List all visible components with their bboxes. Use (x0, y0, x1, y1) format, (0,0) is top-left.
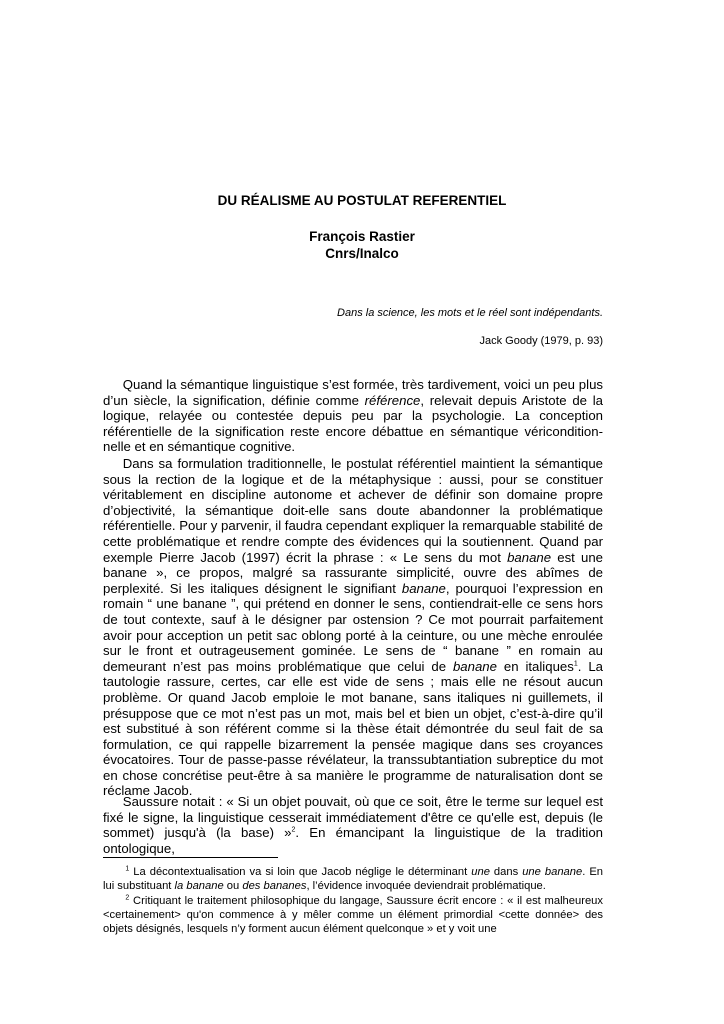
author-affiliation: Cnrs/Inalco (325, 246, 399, 261)
paragraph-text: en italiques (496, 658, 574, 674)
italic-term: référence (364, 392, 421, 408)
italic-term: des bananes (242, 880, 307, 892)
paragraph-text: Saussure notait : « Si un objet pouvait, où que ce soit, être le terme sur lequel est fixé le signe, la linguistique cesserait immédiatement d'être ce qu'elle est, depuis (le sommet) jusqu'à (la base) » (103, 794, 603, 841)
paragraph-1 (103, 377, 603, 455)
paragraph-3 (103, 794, 603, 856)
paragraph-text: Dans sa formulation traditionnelle, le postulat référentiel maintient la sémantique sous la rection de la logique et de la métaphysique : aussi, pour se constituer véritablement en discipline autonome et achever de définir son domaine propre d’objectivité, la sémantique doit-elle sans doute abandonner la problématique référentielle. Pour y parvenir, il faudra cependant expliquer la remarquable stabilité de cette problématique et rendre compte des évidences qui la soutiennent. Quand par exemple Pierre Jacob (1997) écrit la phrase : « Le sens du mot (103, 456, 603, 565)
footnote-number: 2 (125, 894, 130, 902)
epigraph-quote: Dans la science, les mots et le réel sont indépendants. (337, 307, 603, 319)
document-title: DU RÉALISME AU POSTULAT REFERENTIEL (217, 193, 507, 208)
paragraph-text: . En émancipant la linguistique de la tradition ontologique, (103, 825, 603, 856)
footnote-text: dans (489, 866, 523, 878)
italic-term: une (471, 866, 490, 878)
footnote-number: 1 (125, 865, 130, 873)
footnotes (103, 865, 603, 937)
italic-term: une banane (522, 866, 583, 878)
footnote-ref-1[interactable]: 1 (573, 660, 578, 668)
paragraph-text: est une banane », ce propos, malgré sa rassurante simplicité, ouvre des abîmes de perplexité. Si les italiques désignent le signifiant (103, 549, 603, 596)
paragraph-text: Quand la sémantique linguistique s’est formée, très tardivement, voici un peu plus d’un siècle, la signification, définie comme (103, 377, 603, 408)
author-block (0, 228, 724, 262)
paragraph-text: , relevait depuis Aristote de la logique, relayée ou contestée depuis peu par la psychologie. La conception référentielle de la signification reste encore débattue en sémantique vériconditionnelle et en sémantique cognitive. (103, 392, 603, 455)
footnote-2 (103, 894, 603, 936)
italic-term: banane (507, 549, 552, 565)
paragraph-2 (103, 456, 603, 799)
footnote-text: La décontextualisation va si loin que Jacob néglige le déterminant (129, 866, 472, 878)
paragraph-text: , pourquoi l’expression en romain “ une banane ”, qui prétend en donner le sens, contiendrait-elle ce sens hors de tout contexte, sauf à le désigner par ostension ? Ce mot pourrait parfaitement avoir pour acception un petit sac oblong porté à la ceinture, ou une mèche enroulée sur le front et outrageusement gominée. Le sens de “ banane ” en romain au demeurant n’est pas moins problématique que celui de (103, 580, 603, 674)
author-name: François Rastier (309, 229, 415, 244)
italic-term: banane (452, 658, 497, 674)
footnote-text: . En lui substituant (103, 866, 604, 892)
footnote-text: ou (223, 880, 243, 892)
epigraph-source: Jack Goody (1979, p. 93) (479, 335, 603, 347)
footnote-ref-2[interactable]: 2 (291, 826, 296, 834)
footnote-text: Critiquant le traitement philosophique du langage, Saussure écrit encore : « il est malheureux <certainement> qu'on commence à y mêler comme un élément primordial <cette donnée> des objets désignés, lesquels n’y forment aucun élément quelconque » et y voit une (103, 895, 603, 935)
italic-term: la banane (174, 880, 224, 892)
footnote-text: , l’évidence invoquée deviendrait problématique. (306, 880, 546, 892)
italic-term: banane (401, 580, 446, 596)
paragraph-text: . La tautologie rassure, certes, car elle est vide de sens ; mais elle ne résout aucun problème. Or quand Jacob emploie le mot banane, sans italiques ni guillemets, il présuppose que ce mot n’est pas un mot, mais bel et bien un objet, c’est-à-dire qu’il est substitué à son référent comme si la thèse était démontrée du seul fait de sa formulation, ce qui rappelle bizarrement la pensée magique dans ses croyances évocatoires. Tour de passe-passe révélateur, la transsubtantiation subreptice du mot en chose concrétise peut-être à sa manière le programme de naturalisation dont se réclame Jacob. (103, 658, 603, 799)
footnote-1 (103, 865, 603, 893)
footnote-separator (103, 857, 278, 858)
